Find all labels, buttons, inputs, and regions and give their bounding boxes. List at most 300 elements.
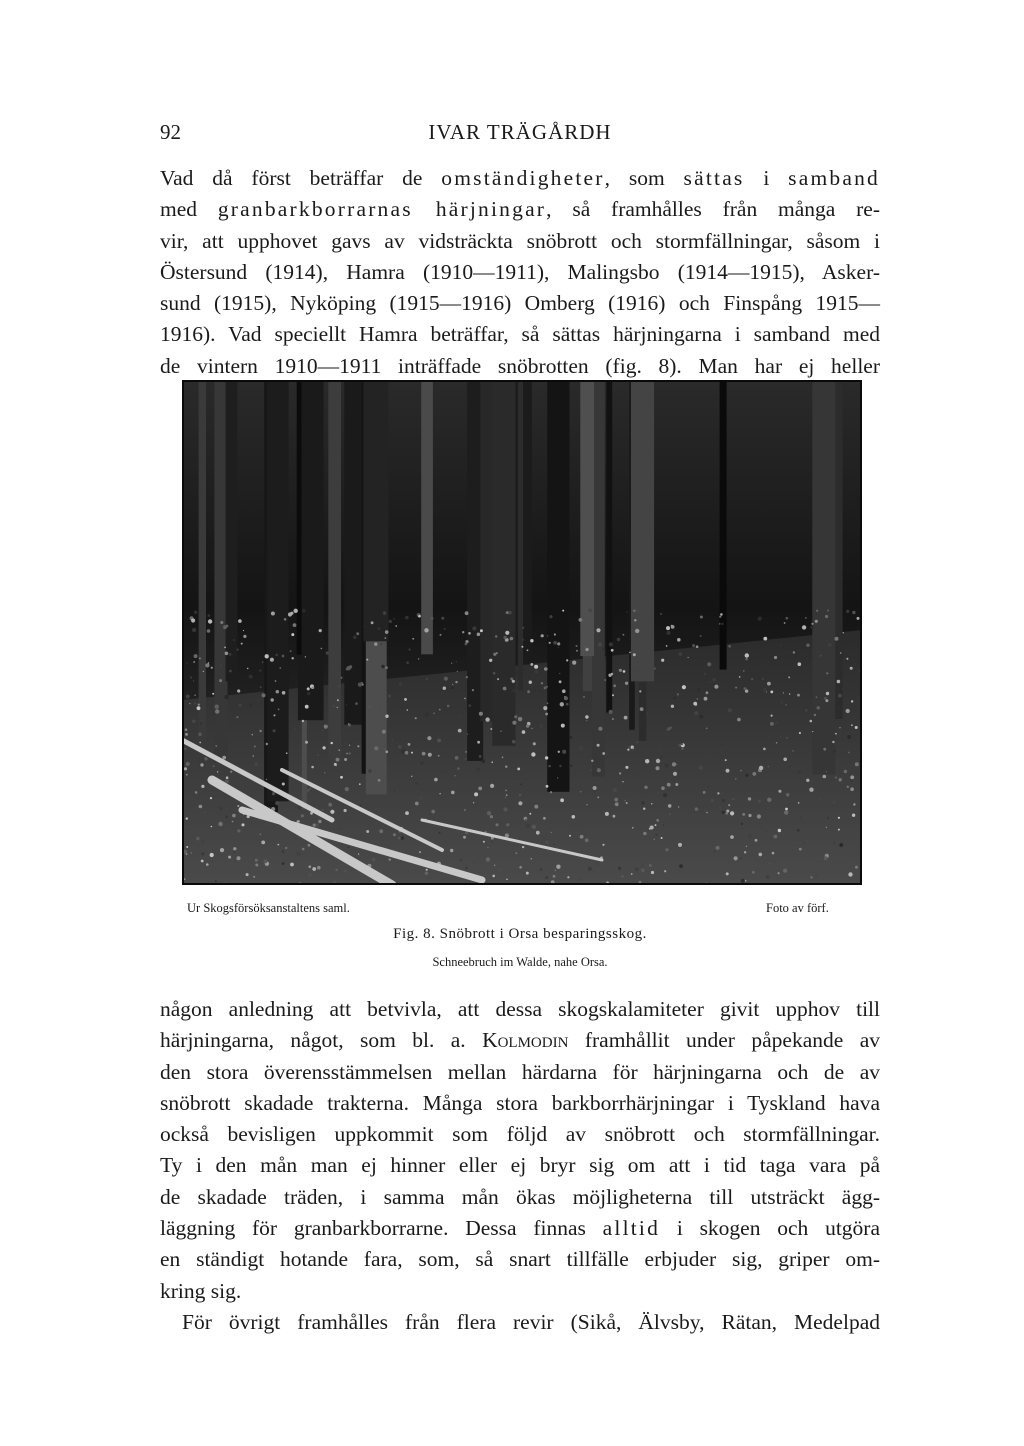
undergrowth-speck	[784, 810, 788, 814]
undergrowth-speck	[480, 629, 483, 632]
undergrowth-speck	[337, 699, 339, 701]
undergrowth-speck	[184, 748, 186, 750]
undergrowth-speck	[328, 803, 332, 807]
undergrowth-speck	[562, 610, 564, 612]
undergrowth-speck	[263, 859, 267, 863]
undergrowth-speck	[699, 766, 703, 770]
undergrowth-speck	[440, 634, 442, 636]
undergrowth-speck	[838, 829, 840, 831]
undergrowth-speck	[190, 676, 192, 678]
undergrowth-speck	[522, 627, 525, 630]
undergrowth-speck	[230, 771, 232, 773]
undergrowth-speck	[634, 619, 636, 621]
undergrowth-speck	[505, 631, 509, 635]
undergrowth-speck	[671, 625, 675, 629]
undergrowth-speck	[798, 771, 801, 774]
undergrowth-speck	[553, 843, 555, 845]
undergrowth-speck	[548, 765, 550, 767]
undergrowth-speck	[215, 745, 217, 747]
undergrowth-speck	[570, 765, 572, 767]
undergrowth-speck	[401, 750, 405, 754]
undergrowth-speck	[404, 698, 407, 701]
undergrowth-speck	[189, 703, 190, 704]
undergrowth-speck	[348, 723, 349, 724]
undergrowth-speck	[562, 689, 566, 693]
undergrowth-speck	[678, 806, 679, 807]
undergrowth-speck	[334, 763, 337, 766]
undergrowth-speck	[357, 745, 359, 747]
undergrowth-speck	[784, 622, 786, 624]
undergrowth-speck	[677, 693, 679, 695]
undergrowth-speck	[318, 820, 321, 823]
undergrowth-speck	[774, 656, 777, 659]
undergrowth-speck	[633, 653, 636, 656]
undergrowth-speck	[505, 722, 509, 726]
undergrowth-speck	[752, 871, 755, 874]
undergrowth-speck	[220, 664, 222, 666]
undergrowth-speck	[626, 802, 628, 804]
undergrowth-speck	[728, 708, 732, 712]
undergrowth-speck	[379, 829, 383, 833]
undergrowth-speck	[237, 856, 241, 860]
undergrowth-speck	[252, 734, 253, 735]
undergrowth-speck	[770, 722, 774, 726]
undergrowth-speck	[506, 823, 509, 826]
undergrowth-speck	[763, 637, 767, 641]
tree-trunk	[226, 380, 238, 682]
undergrowth-speck	[546, 877, 548, 879]
undergrowth-speck	[458, 729, 462, 733]
undergrowth-speck	[810, 720, 813, 723]
undergrowth-speck	[415, 802, 419, 806]
text-line: härjningarna, något, som bl. a. Kolmodin framhållit under påpekande av	[160, 1028, 880, 1053]
undergrowth-speck	[586, 804, 587, 805]
undergrowth-speck	[395, 625, 397, 627]
undergrowth-speck	[186, 663, 187, 664]
tree-trunk	[580, 380, 594, 656]
undergrowth-speck	[317, 866, 321, 870]
undergrowth-speck	[339, 827, 342, 830]
undergrowth-speck	[346, 666, 350, 670]
tree-trunk	[518, 380, 523, 690]
undergrowth-speck	[714, 685, 718, 689]
undergrowth-speck	[739, 676, 741, 678]
undergrowth-speck	[493, 672, 496, 675]
undergrowth-speck	[730, 811, 734, 815]
undergrowth-speck	[348, 752, 351, 755]
tree-trunk	[363, 380, 388, 641]
undergrowth-speck	[654, 667, 656, 669]
undergrowth-speck	[296, 852, 300, 856]
undergrowth-speck	[707, 662, 711, 666]
undergrowth-speck	[311, 686, 314, 689]
undergrowth-speck	[624, 800, 626, 802]
undergrowth-speck	[324, 725, 328, 729]
undergrowth-speck	[500, 730, 502, 732]
undergrowth-speck	[426, 678, 428, 680]
undergrowth-speck	[547, 635, 549, 637]
undergrowth-speck	[786, 737, 787, 738]
undergrowth-speck	[728, 804, 730, 806]
undergrowth-speck	[512, 680, 515, 683]
undergrowth-speck	[380, 643, 382, 645]
undergrowth-speck	[360, 805, 362, 807]
undergrowth-speck	[614, 798, 618, 802]
undergrowth-speck	[544, 667, 548, 671]
undergrowth-speck	[597, 768, 601, 772]
undergrowth-speck	[206, 863, 209, 866]
undergrowth-speck	[826, 827, 827, 828]
undergrowth-speck	[788, 676, 790, 678]
undergrowth-speck	[193, 661, 195, 663]
undergrowth-speck	[767, 682, 771, 686]
undergrowth-speck	[260, 834, 261, 835]
undergrowth-speck	[492, 875, 495, 878]
undergrowth-speck	[228, 856, 231, 859]
undergrowth-speck	[545, 756, 548, 759]
undergrowth-speck	[293, 623, 297, 627]
undergrowth-speck	[205, 663, 209, 667]
undergrowth-speck	[558, 647, 559, 648]
undergrowth-speck	[593, 853, 595, 855]
undergrowth-speck	[385, 630, 389, 634]
undergrowth-speck	[355, 702, 358, 705]
undergrowth-speck	[445, 770, 447, 772]
undergrowth-speck	[319, 629, 322, 632]
running-title: IVAR TRÄGÅRDH	[428, 120, 612, 144]
undergrowth-speck	[727, 722, 729, 724]
undergrowth-speck	[514, 715, 517, 718]
undergrowth-speck	[439, 832, 441, 834]
undergrowth-speck	[385, 715, 388, 718]
undergrowth-speck	[374, 746, 378, 750]
undergrowth-speck	[682, 685, 686, 689]
undergrowth-speck	[238, 619, 242, 623]
undergrowth-speck	[211, 667, 213, 669]
undergrowth-speck	[852, 611, 855, 614]
undergrowth-speck	[826, 771, 827, 772]
undergrowth-speck	[549, 615, 552, 618]
undergrowth-speck	[241, 643, 243, 645]
undergrowth-speck	[518, 801, 522, 805]
undergrowth-speck	[743, 670, 744, 671]
undergrowth-speck	[215, 709, 219, 713]
undergrowth-speck	[839, 778, 842, 781]
undergrowth-speck	[339, 750, 340, 751]
undergrowth-speck	[472, 626, 476, 630]
undergrowth-speck	[490, 815, 493, 818]
undergrowth-speck	[748, 834, 752, 838]
undergrowth-speck	[392, 739, 393, 740]
undergrowth-speck	[695, 807, 698, 810]
undergrowth-speck	[515, 852, 517, 854]
undergrowth-speck	[734, 856, 738, 860]
author-name-smallcaps: Kolmodin	[482, 1028, 569, 1053]
undergrowth-speck	[611, 673, 613, 675]
undergrowth-speck	[584, 646, 587, 649]
undergrowth-speck	[798, 662, 802, 666]
undergrowth-speck	[463, 836, 466, 839]
undergrowth-speck	[663, 793, 667, 797]
undergrowth-speck	[509, 859, 510, 860]
undergrowth-speck	[502, 757, 504, 759]
undergrowth-speck	[559, 673, 560, 674]
undergrowth-speck	[301, 814, 304, 817]
undergrowth-speck	[455, 681, 457, 683]
undergrowth-speck	[853, 803, 855, 805]
undergrowth-speck	[783, 692, 784, 693]
undergrowth-speck	[602, 636, 604, 638]
undergrowth-speck	[615, 802, 619, 806]
undergrowth-speck	[454, 775, 455, 776]
undergrowth-speck	[277, 844, 279, 846]
undergrowth-speck	[735, 778, 736, 779]
undergrowth-speck	[467, 734, 468, 735]
undergrowth-speck	[619, 772, 621, 774]
undergrowth-speck	[561, 724, 565, 728]
undergrowth-speck	[798, 802, 800, 804]
undergrowth-speck	[455, 756, 459, 760]
undergrowth-speck	[311, 766, 314, 769]
undergrowth-speck	[572, 815, 576, 819]
text-line: också bevisligen uppkommit som följd av snöbrott och stormfällningar.	[160, 1122, 880, 1147]
undergrowth-speck	[424, 628, 428, 632]
undergrowth-speck	[344, 869, 348, 873]
undergrowth-speck	[476, 768, 480, 772]
undergrowth-speck	[851, 724, 853, 726]
undergrowth-speck	[191, 618, 195, 622]
undergrowth-speck	[292, 657, 294, 659]
undergrowth-speck	[688, 657, 689, 658]
undergrowth-speck	[827, 817, 829, 819]
undergrowth-speck	[579, 746, 583, 750]
undergrowth-speck	[778, 872, 780, 874]
undergrowth-speck	[842, 688, 844, 690]
snow-break-forest-image	[182, 380, 862, 885]
undergrowth-speck	[198, 732, 202, 736]
undergrowth-speck	[846, 880, 847, 881]
undergrowth-speck	[186, 695, 190, 699]
undergrowth-speck	[602, 648, 604, 650]
undergrowth-speck	[557, 642, 560, 645]
undergrowth-speck	[725, 812, 728, 815]
undergrowth-speck	[632, 668, 636, 672]
undergrowth-speck	[302, 609, 306, 613]
undergrowth-speck	[441, 617, 444, 620]
undergrowth-speck	[681, 748, 683, 750]
undergrowth-speck	[201, 860, 204, 863]
undergrowth-speck	[556, 865, 560, 869]
undergrowth-speck	[505, 766, 507, 768]
undergrowth-speck	[554, 633, 556, 635]
undergrowth-speck	[674, 697, 677, 700]
undergrowth-speck	[465, 611, 469, 615]
undergrowth-speck	[693, 702, 697, 706]
undergrowth-speck	[383, 611, 387, 615]
undergrowth-speck	[835, 776, 837, 778]
undergrowth-speck	[479, 755, 482, 758]
undergrowth-speck	[805, 617, 807, 619]
undergrowth-speck	[382, 730, 386, 734]
undergrowth-speck	[555, 869, 557, 871]
undergrowth-speck	[655, 824, 657, 826]
undergrowth-speck	[850, 667, 853, 670]
undergrowth-speck	[531, 752, 535, 756]
undergrowth-speck	[495, 635, 497, 637]
text-line: en ständigt hotande fara, som, så snart tillfälle erbjuder sig, griper om-	[160, 1247, 880, 1272]
undergrowth-speck	[348, 846, 350, 848]
undergrowth-speck	[753, 832, 755, 834]
undergrowth-speck	[730, 835, 734, 839]
undergrowth-speck	[200, 722, 202, 724]
undergrowth-speck	[447, 705, 450, 708]
undergrowth-speck	[237, 829, 240, 832]
spaced-emphasis: sättas	[683, 166, 745, 190]
undergrowth-speck	[562, 750, 566, 754]
undergrowth-speck	[617, 638, 620, 641]
undergrowth-speck	[815, 875, 817, 877]
undergrowth-speck	[460, 716, 461, 717]
undergrowth-speck	[740, 857, 743, 860]
undergrowth-speck	[336, 758, 340, 762]
undergrowth-speck	[752, 772, 756, 776]
undergrowth-speck	[661, 659, 664, 662]
undergrowth-speck	[706, 728, 708, 730]
undergrowth-speck	[321, 648, 323, 650]
undergrowth-speck	[560, 798, 564, 802]
undergrowth-speck	[286, 752, 288, 754]
undergrowth-speck	[772, 852, 775, 855]
undergrowth-speck	[422, 752, 426, 756]
undergrowth-speck	[465, 758, 467, 760]
undergrowth-speck	[257, 699, 260, 702]
undergrowth-speck	[521, 646, 523, 648]
undergrowth-speck	[462, 631, 464, 633]
undergrowth-speck	[302, 720, 304, 722]
text-line: den stora överensstämmelsen mellan härdarna för härjningarna och de av	[160, 1059, 880, 1084]
undergrowth-speck	[308, 844, 311, 847]
undergrowth-speck	[530, 639, 533, 642]
undergrowth-speck	[233, 639, 234, 640]
undergrowth-speck	[541, 682, 543, 684]
undergrowth-speck	[216, 610, 218, 612]
undergrowth-speck	[786, 793, 790, 797]
undergrowth-speck	[356, 632, 359, 635]
undergrowth-speck	[675, 783, 678, 786]
undergrowth-speck	[522, 730, 526, 734]
undergrowth-speck	[580, 791, 581, 792]
undergrowth-speck	[308, 873, 312, 877]
undergrowth-speck	[780, 700, 784, 704]
undergrowth-speck	[835, 733, 837, 735]
undergrowth-speck	[279, 667, 281, 669]
undergrowth-speck	[572, 661, 576, 665]
undergrowth-speck	[425, 713, 429, 717]
undergrowth-speck	[540, 868, 542, 870]
undergrowth-speck	[186, 817, 188, 819]
undergrowth-speck	[651, 803, 652, 804]
undergrowth-speck	[409, 649, 411, 651]
undergrowth-speck	[415, 717, 417, 719]
undergrowth-speck	[282, 862, 285, 865]
spaced-emphasis: granbarkborrarnas härjningar	[217, 197, 547, 222]
undergrowth-speck	[186, 762, 190, 766]
undergrowth-speck	[706, 812, 708, 814]
undergrowth-speck	[215, 705, 219, 709]
undergrowth-speck	[745, 658, 748, 661]
undergrowth-speck	[596, 628, 600, 632]
undergrowth-speck	[493, 653, 496, 656]
undergrowth-speck	[418, 615, 421, 618]
undergrowth-speck	[720, 613, 723, 616]
undergrowth-speck	[597, 744, 600, 747]
undergrowth-speck	[553, 875, 556, 878]
undergrowth-speck	[506, 879, 508, 881]
undergrowth-speck	[559, 765, 561, 767]
undergrowth-speck	[487, 847, 488, 848]
undergrowth-speck	[185, 733, 188, 736]
undergrowth-speck	[799, 848, 802, 851]
undergrowth-speck	[366, 659, 368, 661]
undergrowth-speck	[527, 690, 530, 693]
undergrowth-speck	[393, 833, 396, 836]
undergrowth-speck	[655, 834, 657, 836]
undergrowth-speck	[785, 808, 788, 811]
undergrowth-speck	[850, 775, 854, 779]
undergrowth-speck	[505, 790, 507, 792]
undergrowth-speck	[814, 714, 816, 716]
undergrowth-speck	[308, 788, 311, 791]
undergrowth-speck	[420, 762, 423, 765]
undergrowth-speck	[643, 832, 647, 836]
undergrowth-speck	[197, 706, 201, 710]
undergrowth-speck	[481, 759, 485, 763]
undergrowth-speck	[605, 812, 609, 816]
undergrowth-speck	[531, 728, 532, 729]
undergrowth-speck	[186, 774, 188, 776]
undergrowth-speck	[434, 778, 438, 782]
undergrowth-speck	[667, 783, 671, 787]
undergrowth-speck	[226, 776, 229, 779]
undergrowth-speck	[473, 862, 475, 864]
undergrowth-speck	[307, 687, 310, 690]
undergrowth-speck	[775, 721, 779, 725]
undergrowth-speck	[763, 748, 766, 751]
undergrowth-speck	[224, 695, 228, 699]
undergrowth-speck	[602, 844, 604, 846]
undergrowth-speck	[309, 865, 312, 868]
undergrowth-speck	[385, 666, 388, 669]
undergrowth-speck	[549, 642, 551, 644]
undergrowth-speck	[344, 734, 346, 736]
undergrowth-speck	[201, 852, 204, 855]
undergrowth-speck	[234, 856, 235, 857]
undergrowth-speck	[659, 756, 663, 760]
undergrowth-speck	[349, 745, 350, 746]
undergrowth-speck	[545, 713, 548, 716]
undergrowth-speck	[451, 663, 452, 664]
undergrowth-speck	[839, 843, 843, 847]
undergrowth-speck	[465, 643, 468, 646]
undergrowth-speck	[393, 790, 395, 792]
undergrowth-speck	[541, 634, 544, 637]
undergrowth-speck	[745, 653, 749, 657]
undergrowth-speck	[243, 630, 244, 631]
undergrowth-speck	[823, 775, 827, 779]
undergrowth-speck	[569, 835, 571, 837]
undergrowth-speck	[457, 767, 460, 770]
undergrowth-speck	[282, 655, 285, 658]
